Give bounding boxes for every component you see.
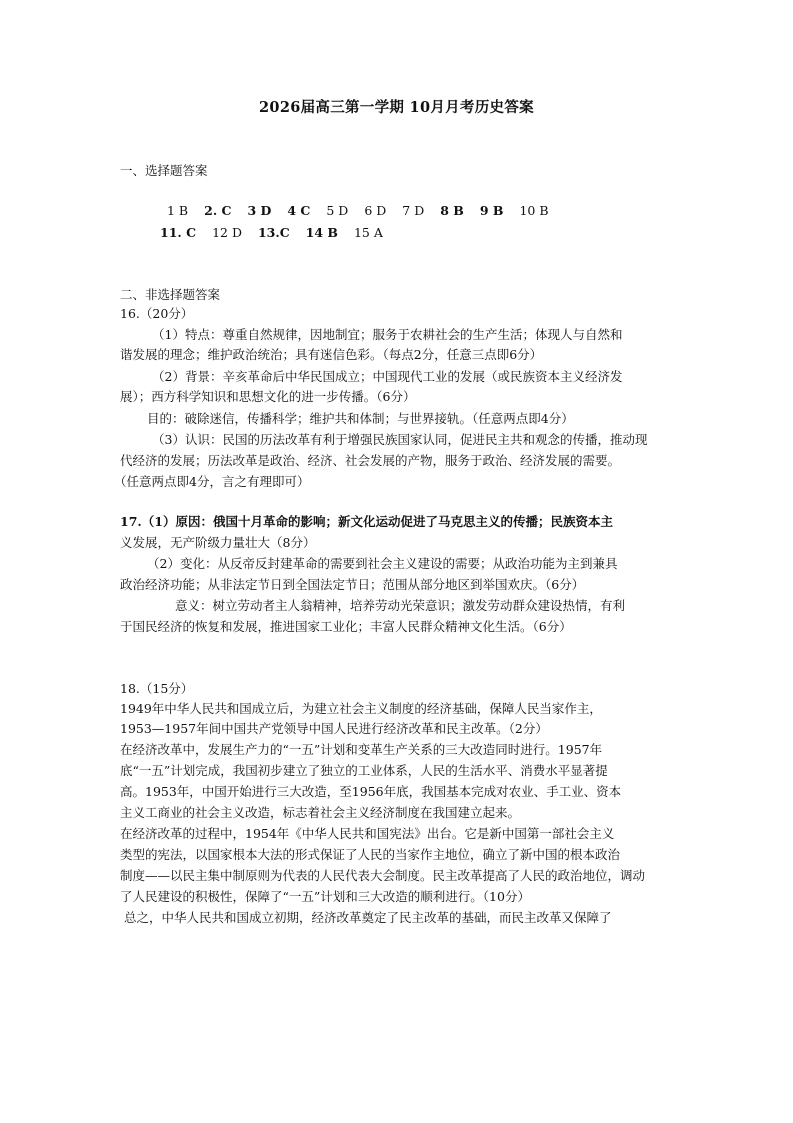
- q18-line: 主义工商业的社会主义改造，标志着社会主义经济制度在我国建立起来。: [120, 805, 521, 820]
- answer-14: 14 B: [305, 225, 338, 240]
- q16-line: （1）特点：尊重自然规律，因地制宜；服务于农耕社会的生产生活；体现人与自然和: [152, 327, 623, 342]
- answer-4: 4 C: [287, 203, 311, 218]
- q16-line: （2）背景：辛亥革命后中华民国成立；中国现代工业的发展（或民族资本主义经济发: [152, 369, 623, 384]
- answer-12: 12 D: [212, 225, 242, 240]
- answer-13: 13.C: [257, 225, 290, 240]
- answer-11: 11. C: [160, 225, 197, 240]
- answer-6: 6 D: [364, 203, 387, 218]
- answer-row-2: [160, 224, 399, 242]
- q18-line: 1953—1957年间中国共产党领导中国人民进行经济改革和民主改革。（2分）: [120, 721, 548, 736]
- q18-line: 高。1953年，中国开始进行三大改造，至1956年底，我国基本完成对农业、手工业、资本: [120, 784, 622, 799]
- q16-line: 展）；西方科学知识和思想文化的进一步传播。（6分）: [120, 389, 416, 404]
- page-title: 2026届高三第一学期 10月月考历史答案: [259, 99, 534, 116]
- q17-line: 于国民经济的恢复和发展，推进国家工业化；丰富人民群众精神文化生活。（6分）: [120, 619, 572, 634]
- answer-5: 5 D: [326, 203, 349, 218]
- q18-line: 在经济改革中，发展生产力的“一五”计划和变革生产关系的三大改造同时进行。1957年: [120, 742, 603, 757]
- q17-line: 义发展，无产阶级力量壮大（8分）: [120, 535, 316, 550]
- q18-line: 制度——以民主集中制原则为代表的人民代表大会制度。民主改革提高了人民的政治地位，调动: [120, 868, 646, 883]
- answer-row-1: [167, 202, 565, 220]
- q17-line: 意义：树立劳动者主人翁精神，培养劳动光荣意识；激发劳动群众建设热情，有利: [175, 598, 626, 613]
- q18-line: 类型的宪法，以国家根本大法的形式保证了人民的当家作主地位，确立了新中国的根本政治: [120, 847, 621, 862]
- q16-line: （3）认识：民国的历法改革有利于增强民族国家认同，促进民主共和观念的传播，推动现: [152, 432, 648, 447]
- q16-line: （任意两点即4分，言之有理即可）: [114, 474, 310, 489]
- q18-line: 1949年中华人民共和国成立后，为建立社会主义制度的经济基础，保障人民当家作主，: [120, 701, 602, 716]
- answer-8: 8 B: [440, 203, 464, 218]
- q17-line: （2）变化：从反帝反封建革命的需要到社会主义建设的需要；从政治功能为主到兼具: [147, 556, 618, 571]
- section-1-heading: 一、选择题答案: [120, 163, 208, 178]
- answer-1: 1 B: [167, 203, 189, 218]
- q18-line: 了人民建设的积极性，保障了“一五”计划和三大改造的顺利进行。（10分）: [120, 889, 530, 904]
- answer-9: 9 B: [479, 203, 504, 218]
- q18-line: 总之，中华人民共和国成立初期，经济改革奠定了民主改革的基础，而民主改革又保障了: [124, 910, 612, 925]
- q16-line: 目的：破除迷信，传播科学；维护共和体制；与世界接轨。（任意两点即4分）: [147, 411, 574, 426]
- answer-10: 10 B: [519, 203, 549, 218]
- q18-line: 底“一五”计划完成，我国初步建立了独立的工业体系，人民的生活水平、消费水平显著提: [120, 763, 608, 778]
- answer-2: 2. C: [204, 203, 232, 218]
- q18-line: 在经济改革的过程中，1954年《中华人民共和国宪法》出台。它是新中国第一部社会主义: [120, 826, 615, 841]
- q17-line: 17.（1）原因：俄国十月革命的影响；新文化运动促进了马克思主义的传播；民族资本主: [120, 514, 613, 529]
- answer-15: 15 A: [353, 225, 383, 240]
- q16-line: 谐发展的理念；维护政治统治；具有迷信色彩。（每点2分，任意三点即6分）: [120, 347, 543, 362]
- q18-heading: 18.（15分）: [120, 681, 194, 696]
- answer-3: 3 D: [247, 203, 272, 218]
- q16-heading: 16.（20分）: [120, 306, 194, 321]
- answer-7: 7 D: [402, 203, 425, 218]
- q16-line: 代经济的发展；历法改革是政治、经济、社会发展的产物，服务于政治、经济发展的需要。: [120, 453, 621, 468]
- section-2-heading: 二、非选择题答案: [120, 287, 221, 302]
- q17-line: 政治经济功能；从非法定节日到全国法定节日；范围从部分地区到举国欢庆。（6分）: [120, 577, 585, 592]
